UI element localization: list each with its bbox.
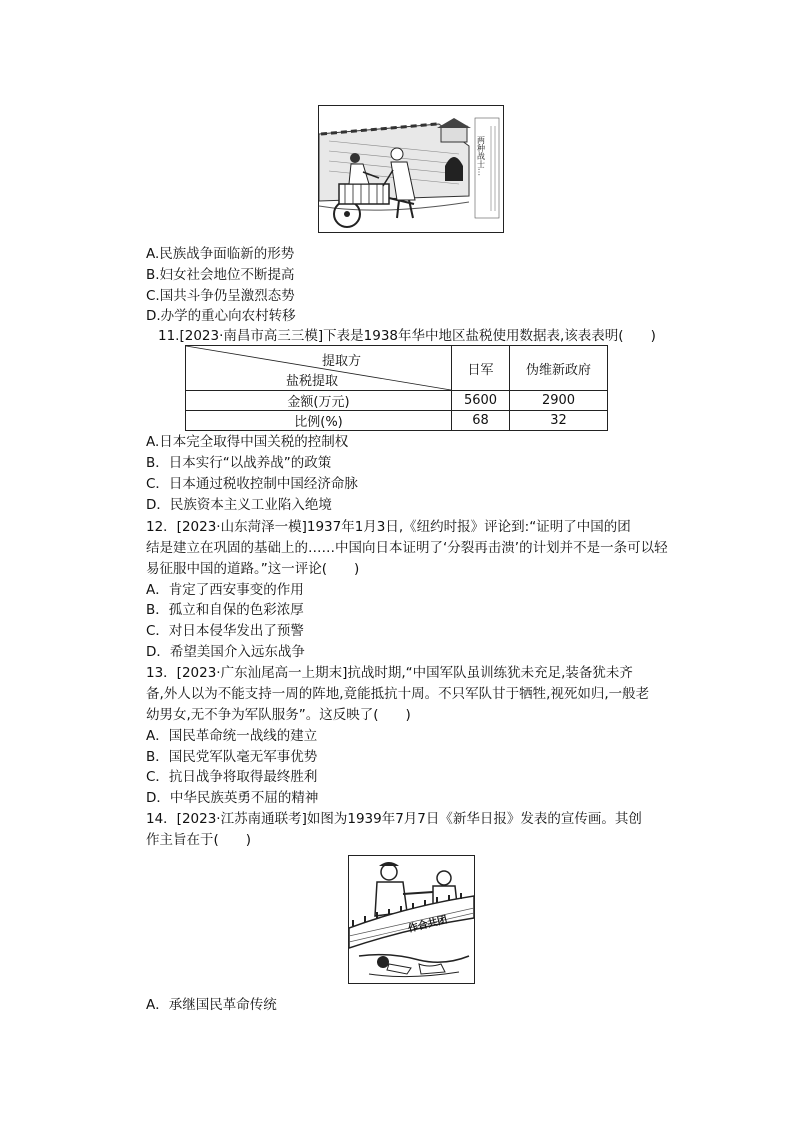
header-salt-tax: 盐税提取 <box>286 374 339 389</box>
wheelbarrow-illustration <box>318 105 504 233</box>
row-value: 5600 <box>452 391 510 411</box>
row-label: 比例(%) <box>186 411 452 431</box>
q12-stem-line-3: 易征服中国的道路。”这一评论( ) <box>146 561 360 577</box>
q14-stem-line-2: 作主旨在于( ) <box>146 832 252 848</box>
q11-option-b: B．日本实行“以战养战”的政策 <box>146 455 332 471</box>
q10-option-a: A.民族战争面临新的形势 <box>146 246 295 262</box>
q13-option-d: D．中华民族英勇不屈的精神 <box>146 790 319 806</box>
q11-option-c: C．日本通过税收控制中国经济命脉 <box>146 476 358 492</box>
q11-stem: 11.[2023·南昌市高三三模]下表是1938年华中地区盐税使用数据表,该表表明( ) <box>158 328 656 344</box>
table-row <box>186 391 608 411</box>
q12-option-c: C．对日本侵华发出了预警 <box>146 623 304 639</box>
q13-stem-line-1: 13．[2023·广东汕尾高一上期末]抗战时期,“中国军队虽训练犹未充足,装备犹未齐 <box>146 665 633 681</box>
q12-stem-line-1: 12．[2023·山东菏泽一模]1937年1月3日,《纽约时报》评论到:“证明了中国的团 <box>146 519 631 535</box>
row-value: 32 <box>510 411 608 431</box>
figure-caption-text: 两种战士… <box>476 136 486 176</box>
q10-option-c: C.国共斗争仍呈激烈态势 <box>146 288 295 304</box>
q11-option-a: A.日本完全取得中国关税的控制权 <box>146 434 349 450</box>
q13-stem-line-3: 幼男女,无不争为军队服务”。这反映了( ) <box>146 707 411 723</box>
united-front-illustration <box>348 855 475 984</box>
q13-stem-line-2: 备,外人以为不能支持一周的阵地,竟能抵抗十周。不只军队甘于牺牲,视死如归,一般老 <box>146 686 650 702</box>
q10-option-b: B.妇女社会地位不断提高 <box>146 267 295 283</box>
col-puppet-government: 伪维新政府 <box>510 346 608 391</box>
q12-option-a: A．肯定了西安事变的作用 <box>146 582 304 598</box>
header-provider: 提取方 <box>321 354 361 369</box>
q13-option-c: C．抗日战争将取得最终胜利 <box>146 769 318 785</box>
q13-option-a: A．国民革命统一战线的建立 <box>146 728 318 744</box>
q14-option-a: A．承继国民革命传统 <box>146 997 277 1013</box>
q12-stem-line-2: 结是建立在巩固的基础上的……中国向日本证明了‘分裂再击溃’的计划并不是一条可以轻 <box>146 540 668 556</box>
row-label: 金额(万元) <box>186 391 452 411</box>
q13-option-b: B．国民党军队毫无军事优势 <box>146 749 318 765</box>
col-japanese-army: 日军 <box>452 346 510 391</box>
row-value: 68 <box>452 411 510 431</box>
row-value: 2900 <box>510 391 608 411</box>
q12-option-d: D．希望美国介入远东战争 <box>146 644 305 660</box>
salt-tax-table <box>185 345 608 431</box>
table-row <box>186 411 608 431</box>
cooperation-banner-text: 作合共团 <box>407 914 449 935</box>
q10-option-d: D.办学的重心向农村转移 <box>146 308 296 324</box>
q14-stem-line-1: 14．[2023·江苏南通联考]如图为1939年7月7日《新华日报》发表的宣传画。其创 <box>146 811 642 827</box>
q11-option-d: D．民族资本主义工业陷入绝境 <box>146 497 332 513</box>
united-front-drawing <box>349 856 474 983</box>
table-diagonal-header <box>186 346 452 391</box>
wheelbarrow-drawing <box>319 106 503 232</box>
q12-option-b: B．孤立和自保的色彩浓厚 <box>146 602 304 618</box>
